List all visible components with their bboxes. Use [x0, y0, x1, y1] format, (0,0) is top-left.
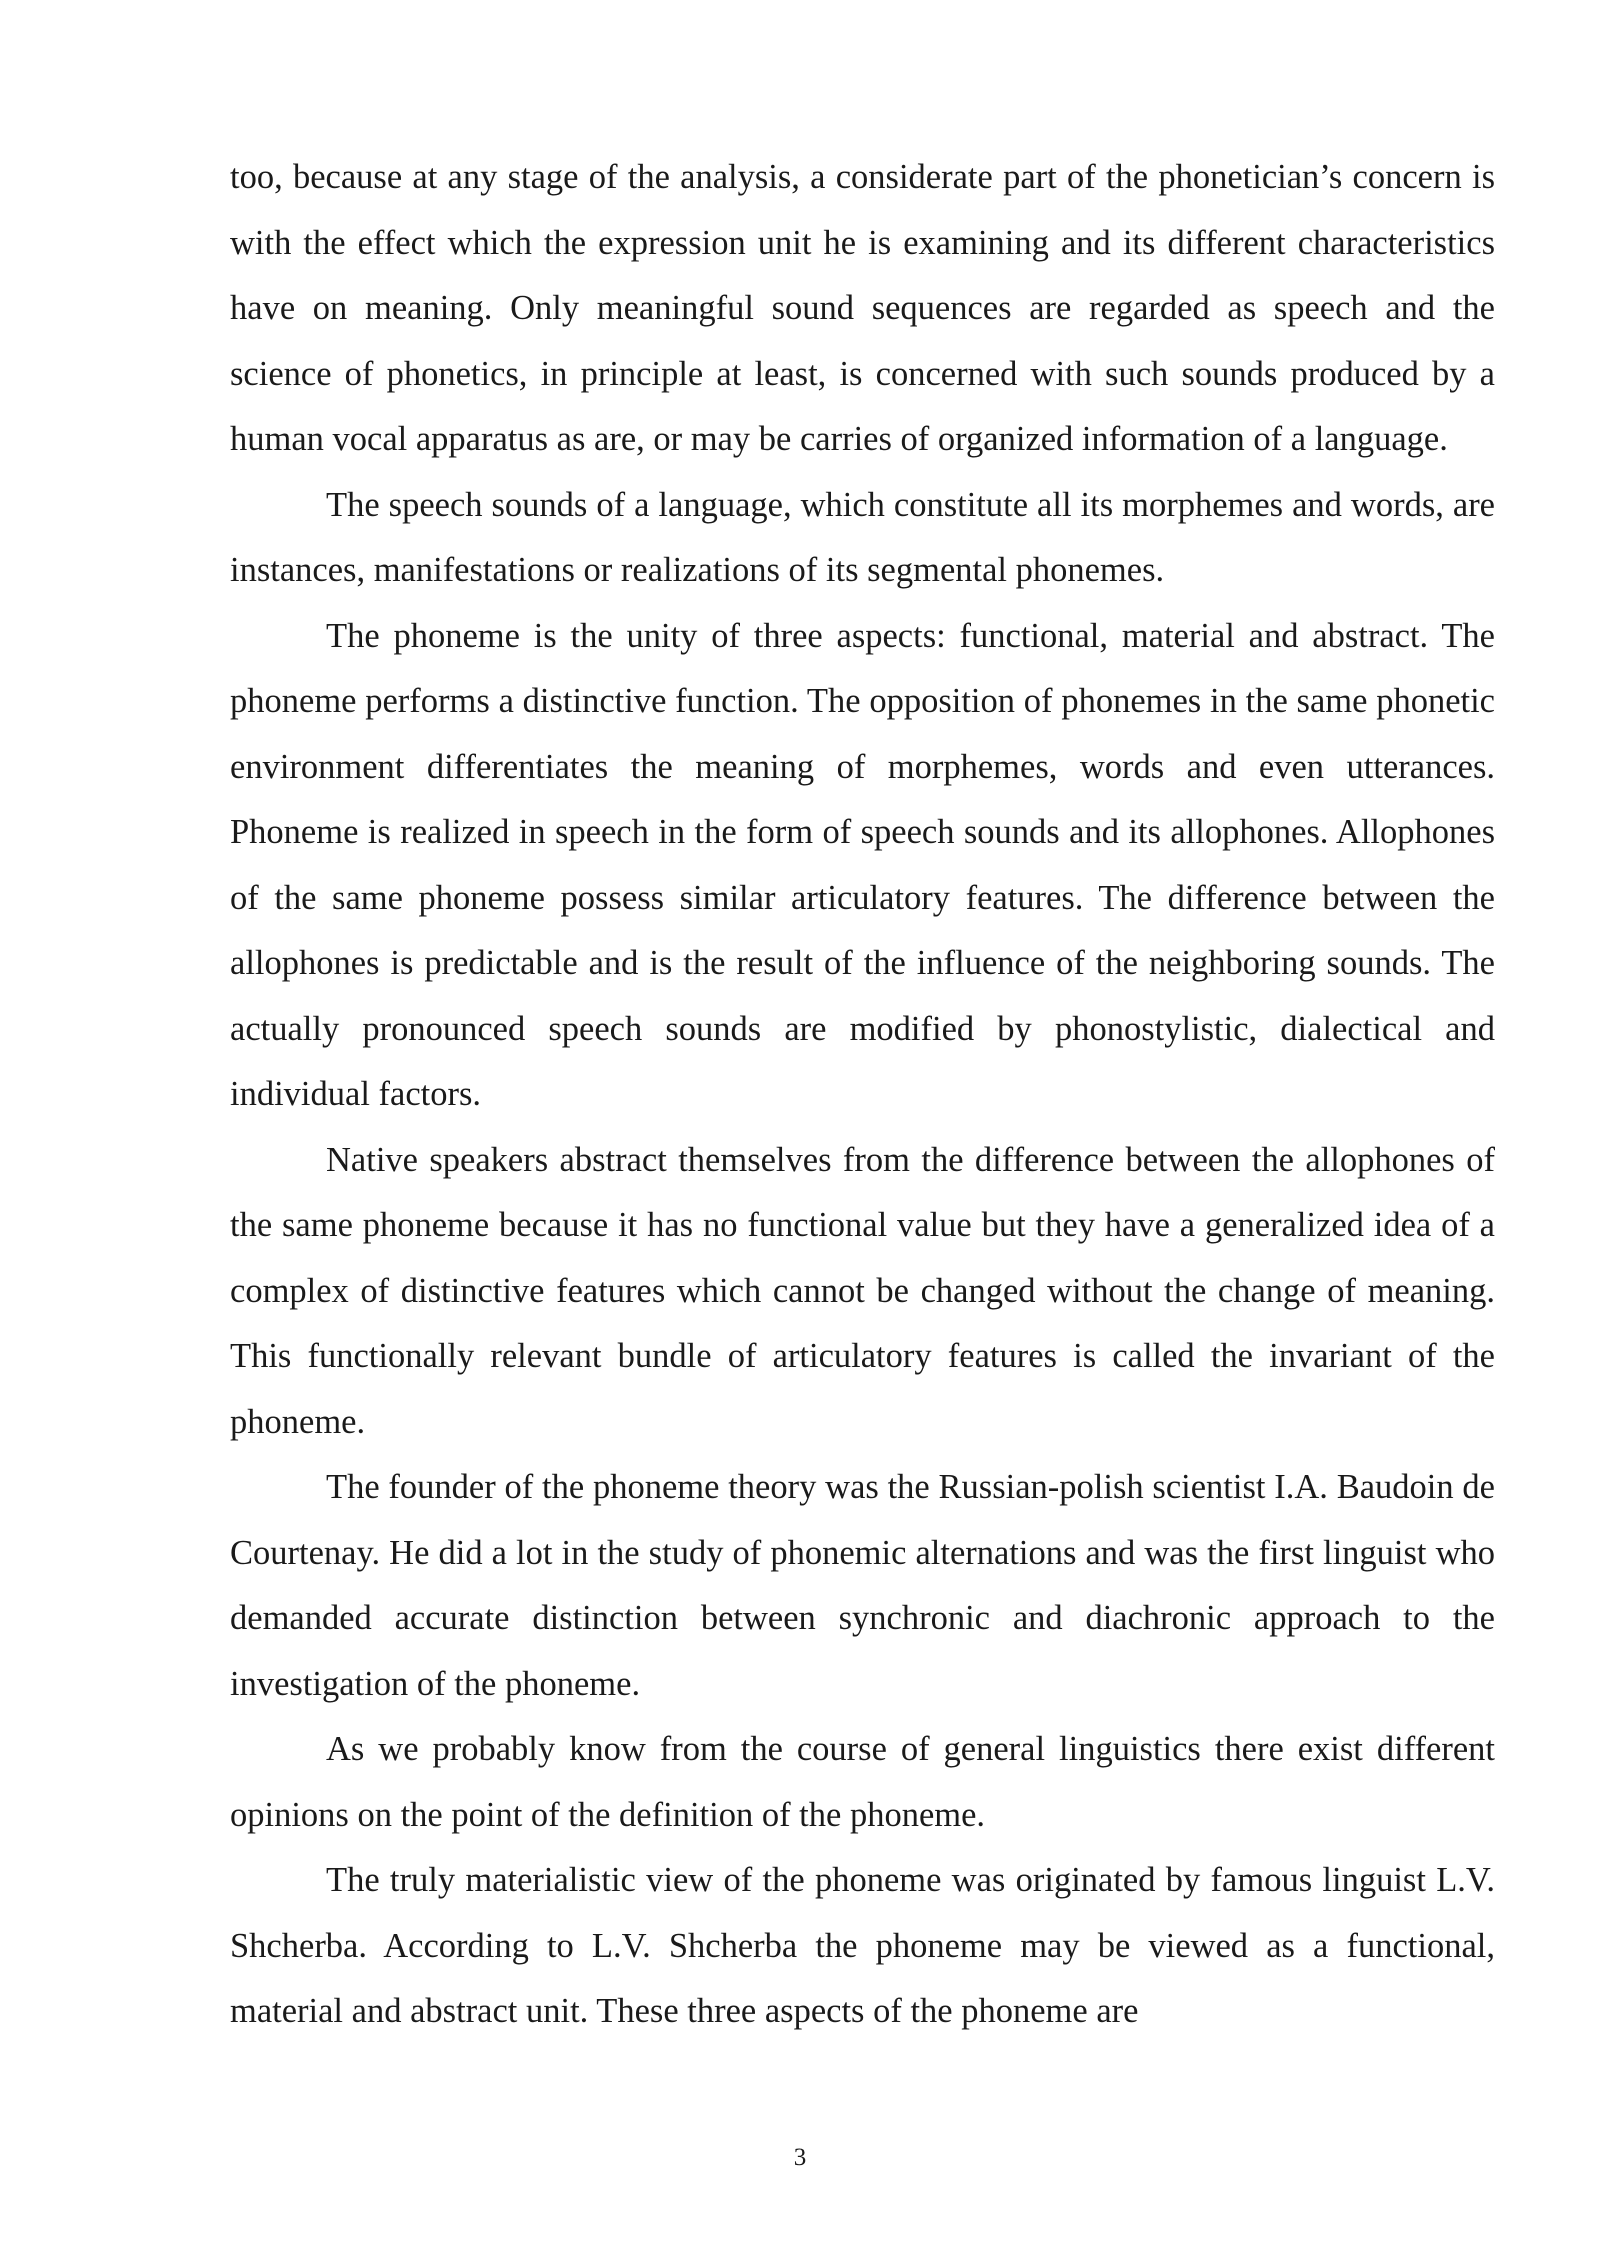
paragraph-6: As we probably know from the course of general linguistics there exist different opinions on the point of the definition of the phoneme. [230, 1730, 1495, 1834]
paragraph-7: The truly materialistic view of the phoneme was originated by famous linguist L.V. Shcherba. According to L.V. Shcherba the phoneme may be viewed as a functional, material and abstract unit. These three aspects of the phoneme are [230, 1861, 1495, 2030]
paragraph-5: The founder of the phoneme theory was the Russian-polish scientist I.A. Baudoin de Courtenay. He did a lot in the study of phonemic alternations and was the first linguist who demanded accurate distinction between synchronic and diachronic approach to the investigation of the phoneme. [230, 1468, 1495, 1703]
body-text [230, 145, 1495, 2045]
paragraph-1: too, because at any stage of the analysis, a considerate part of the phonetician’s concern is with the effect which the expression unit he is examining and its different characteristics have on meaning. Only meaningful sound sequences are regarded as speech and the science of phonetics, in principle at least, is concerned with such sounds produced by a human vocal apparatus as are, or may be carries of organized information of a language. [230, 158, 1495, 458]
page-number: 3 [793, 2144, 807, 2171]
paragraph-2: The speech sounds of a language, which constitute all its morphemes and words, are instances, manifestations or realizations of its segmental phonemes. [230, 485, 1495, 589]
paragraph-3: The phoneme is the unity of three aspects: functional, material and abstract. The phoneme performs a distinctive function. The opposition of phonemes in the same phonetic environment differentiates the meaning of morphemes, words and even utterances. Phoneme is realized in speech in the form of speech sounds and its allophones. Allophones of the same phoneme possess similar articulatory features. The difference between the allophones is predictable and is the result of the influence of the neighboring sounds. The actually pronounced speech sounds are modified by phonostylistic, dialectical and individual factors. [230, 616, 1495, 1113]
paragraph-4: Native speakers abstract themselves from the difference between the allophones of the same phoneme because it has no functional value but they have a generalized idea of a complex of distinctive features which cannot be changed without the change of meaning. This functionally relevant bundle of articulatory features is called the invariant of the phoneme. [230, 1140, 1495, 1441]
